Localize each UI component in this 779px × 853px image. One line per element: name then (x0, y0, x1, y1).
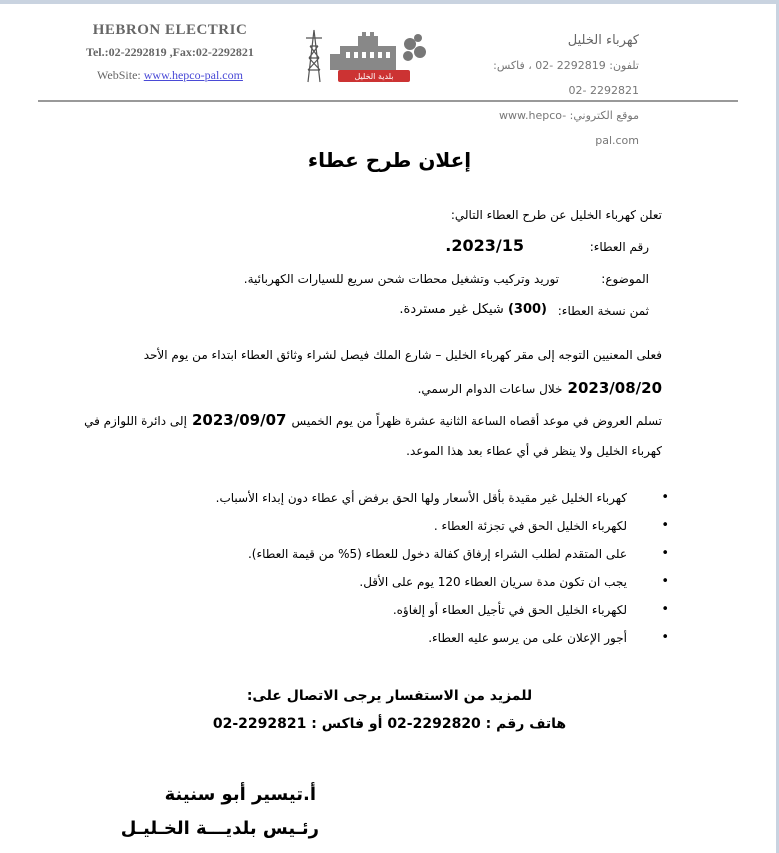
paragraph2-part1: تسلم العروض في موعد أقصاه الساعة الثانية عشرة ظهراً من يوم الخميس (291, 414, 662, 428)
header-arabic (479, 28, 639, 153)
price-row (399, 302, 547, 317)
list-item: • لكهرباء الخليل الحق في تجزئة العطاء . (89, 512, 669, 540)
website-ar: موقع الكتروني: www.hepco-pal.com (499, 109, 639, 147)
subject-value: توريد وتركيب وتشغيل محطات شحن سريع للسيارات الكهربائية. (243, 272, 559, 286)
paragraph1-line1: فعلى المعنيين التوجه إلى مقر كهرباء الخليل – شارع الملك فيصل لشراء وثائق العطاء ابتداء من يوم الأحد (143, 348, 662, 362)
website-label: WebSite: (97, 68, 144, 82)
website-en (60, 68, 280, 83)
list-item: • أجور الإعلان على من يرسو عليه العطاء. (89, 624, 669, 652)
contact-ar: تلفون: 2292819 -02 ، فاكس: 2292821 -02 (493, 59, 639, 97)
price-amount: (300) (507, 302, 547, 317)
paragraph2-line1 (42, 410, 662, 429)
tender-number-value: 2023/15. (445, 236, 524, 255)
logo-text: بلدية الخليل (354, 72, 394, 81)
bullet-icon: • (661, 546, 669, 561)
purchase-start-date: 2023/08/20 (567, 379, 662, 397)
list-item: • يجب ان تكون مدة سريان العطاء 120 يوم على الأقل. (89, 568, 669, 596)
signatory-position: رئـيس بلديـــة الخـليـل (120, 818, 319, 839)
paragraph2-part2: إلى دائرة اللوازم في (84, 414, 187, 428)
contact-numbers: هاتف رقم : 2292820-02 أو فاكس : 2292821-02 (212, 716, 567, 732)
submission-date: 2023/09/07 (192, 411, 287, 429)
paragraph2-line2: كهرباء الخليل ولا ينظر في أي عطاء بعد هذا الموعد. (406, 444, 662, 458)
list-item: • على المتقدم لطلب الشراء إرفاق كفالة دخول للعطاء (5% من قيمة العطاء). (89, 540, 669, 568)
bullet-icon: • (661, 602, 669, 617)
municipality-logo (300, 26, 440, 86)
price-label: ثمن نسخة العطاء: (557, 304, 649, 318)
bullet-icon: • (661, 490, 669, 505)
intro-text: تعلن كهرباء الخليل عن طرح العطاء التالي: (450, 208, 662, 222)
company-name-ar: كهرباء الخليل (567, 33, 639, 48)
contact-heading: للمزيد من الاستفسار يرجى الاتصال على: (246, 688, 533, 704)
window-top-border (0, 0, 779, 4)
tender-number-label: رقم العطاء: (589, 240, 649, 254)
bullet-icon: • (661, 518, 669, 533)
paragraph1-line2 (418, 378, 662, 397)
list-item: • لكهرباء الخليل الحق في تأجيل العطاء أو إلغاؤه. (89, 596, 669, 624)
subject-label: الموضوع: (601, 272, 649, 286)
list-item: • كهرباء الخليل غير مقيدة بأقل الأسعار ولها الحق برفض أي عطاء دون إبداء الأسباب. (89, 484, 669, 512)
paragraph1-text2: خلال ساعات الدوام الرسمي. (417, 382, 563, 396)
bullet-icon: • (661, 630, 669, 645)
header-divider (38, 100, 738, 102)
website-link[interactable]: www.hepco-pal.com (143, 68, 243, 82)
bullet-icon: • (661, 574, 669, 589)
contact-en: Tel.:02-2292819 ,Fax:02-2292821 (86, 45, 254, 59)
company-name-en: HEBRON ELECTRIC (92, 22, 248, 38)
conditions-list (89, 484, 669, 652)
price-value: شيكل غير مستردة. (399, 302, 504, 317)
header-english (60, 22, 280, 83)
document-title: إعلان طرح عطاء (307, 148, 472, 172)
signatory-name: أ.تيسير أبو سنينة (164, 784, 316, 805)
